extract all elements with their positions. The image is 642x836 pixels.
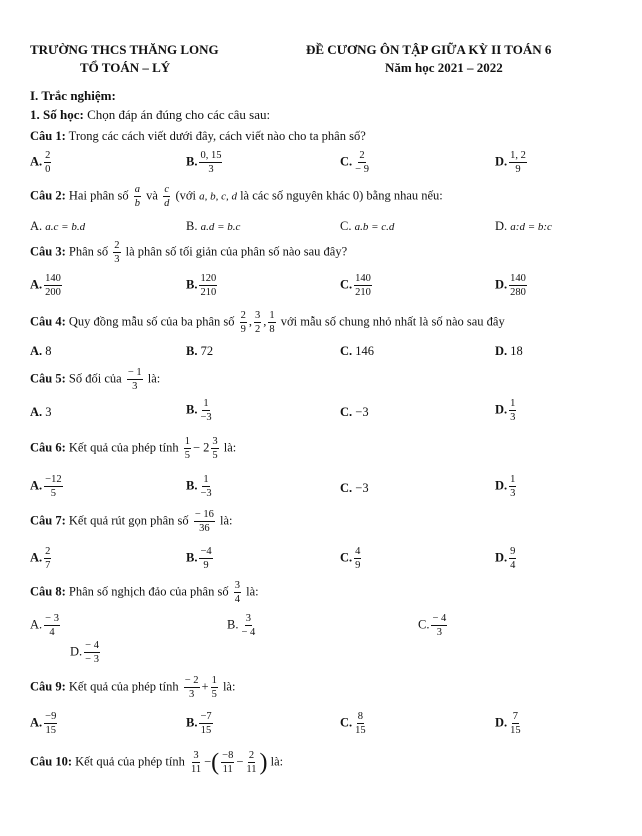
question-10: Câu 10: Kết quả của phép tính $\frac{3}{11}$ −( $\frac{-8}{11}$ − $\frac{2}{11}$ ) là: <box>30 749 284 776</box>
question-5: Câu 5: Số đối của $\frac{- 1}{3}$ là: <box>30 367 161 393</box>
q9-option-a[interactable]: A. $\frac{-9}{15}$ <box>30 711 57 737</box>
q2-option-b[interactable]: B. a.d = b.c <box>186 219 241 233</box>
q5-option-a[interactable]: A. 3 <box>30 405 52 419</box>
question-3: Câu 3: Phân số $\frac{2}{3}$ là phân số tối giản của phân số nào sau đây? <box>30 240 348 266</box>
q3-option-c[interactable]: C. $\frac{140}{210}$ <box>340 273 371 299</box>
question-8: Câu 8: Phân số nghịch đảo của phân số $\frac{3}{4}$ là: <box>30 580 259 606</box>
q3-option-a[interactable]: A. $\frac{140}{200}$ <box>30 273 61 299</box>
q4-option-c[interactable]: C. 146 <box>340 344 375 358</box>
q2-option-c[interactable]: C. a.b = c.d <box>340 219 395 233</box>
q4-option-a[interactable]: A. 8 <box>30 344 52 358</box>
q9-option-b[interactable]: B. $\frac{-7}{15}$ <box>186 711 212 737</box>
q4-option-b[interactable]: B. 72 <box>186 344 214 358</box>
question-1: Câu 1: Trong các cách viết dưới đây, cách viết nào cho ta phân số? <box>30 129 366 143</box>
q1-option-c[interactable]: C. $\frac{2}{- 9}$ <box>340 150 369 176</box>
question-2: Câu 2: Hai phân số $\frac{a}{b}$ và $\frac{c}{d}$ (với a, b, c, d là các số nguyên khác 0) bằng nhau nếu: <box>30 184 443 210</box>
q5-option-b[interactable]: B. $\frac{1}{-3}$ <box>186 398 212 424</box>
q1-option-a[interactable]: A. $\frac{2}{0}$ <box>30 150 51 176</box>
q9-option-d[interactable]: D. $\frac{7}{15}$ <box>495 711 521 737</box>
q7-option-b[interactable]: B. $\frac{-4}{9}$ <box>186 546 212 572</box>
department-name: TỔ TOÁN – LÝ <box>80 60 171 75</box>
question-4: Câu 4: Quy đồng mẫu số của ba phân số $\frac{2}{9}$ , $\frac{3}{2}$ , $\frac{1}{8}$ với mẫu số chung nhỏ nhất là số nào sau đây <box>30 310 505 336</box>
q7-option-c[interactable]: C. $\frac{4}{9}$ <box>340 546 361 572</box>
subsection-heading: 1. Số học: Chọn đáp án đúng cho các câu sau: <box>30 107 271 122</box>
q5-option-d[interactable]: D. $\frac{1}{3}$ <box>495 398 516 424</box>
q7-option-d[interactable]: D. $\frac{9}{4}$ <box>495 546 516 572</box>
q1-option-b[interactable]: B. $\frac{0, 15}{3}$ <box>186 150 222 176</box>
school-name: TRƯỜNG THCS THĂNG LONG <box>30 42 219 57</box>
q9-option-c[interactable]: C. $\frac{8}{15}$ <box>340 711 366 737</box>
q2-option-a[interactable]: A. a.c = b.d <box>30 219 86 233</box>
question-9: Câu 9: Kết quả của phép tính $\frac{- 2}{3}$ + $\frac{1}{5}$ là: <box>30 675 236 701</box>
q3-option-b[interactable]: B. $\frac{120}{210}$ <box>186 273 217 299</box>
section-heading: I. Trắc nghiệm: <box>30 88 116 103</box>
q6-option-c[interactable]: C. −3 <box>340 481 369 495</box>
q8-option-d[interactable]: D. $\frac{- 4}{- 3}$ <box>70 640 99 666</box>
school-year: Năm học 2021 – 2022 <box>385 60 503 75</box>
q2-option-d[interactable]: D. a:d = b:c <box>495 219 552 233</box>
q6-option-d[interactable]: D. $\frac{1}{3}$ <box>495 474 516 500</box>
q1-option-d[interactable]: D. $\frac{1, 2}{9}$ <box>495 150 526 176</box>
q8-option-c[interactable]: C. $\frac{- 4}{3}$ <box>418 613 447 639</box>
q6-option-a[interactable]: A. $\frac{-12}{5}$ <box>30 474 62 500</box>
q4-option-d[interactable]: D. 18 <box>495 344 523 358</box>
q8-option-a[interactable]: A. $\frac{- 3}{4}$ <box>30 613 59 639</box>
question-7: Câu 7: Kết quả rút gọn phân số $\frac{- 16}{36}$ là: <box>30 509 233 535</box>
q3-option-d[interactable]: D. $\frac{140}{280}$ <box>495 273 526 299</box>
q8-option-b[interactable]: B. $\frac{3}{- 4}$ <box>227 613 256 639</box>
q5-option-c[interactable]: C. −3 <box>340 405 369 419</box>
q6-option-b[interactable]: B. $\frac{1}{-3}$ <box>186 474 212 500</box>
document-title: ĐỀ CƯƠNG ÔN TẬP GIỮA KỲ II TOÁN 6 <box>306 42 552 57</box>
question-6: Câu 6: Kết quả của phép tính $\frac{1}{5}$ − 2 $\frac{3}{5}$ là: <box>30 436 237 462</box>
q7-option-a[interactable]: A. $\frac{2}{7}$ <box>30 546 51 572</box>
